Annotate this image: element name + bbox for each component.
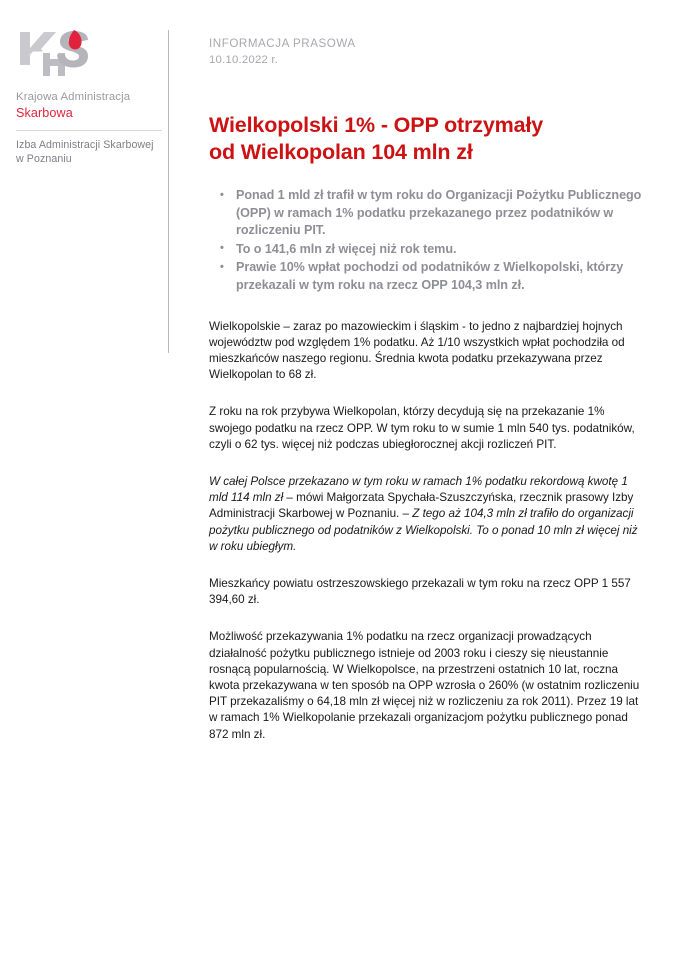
list-item: • Ponad 1 mld zł trafił w tym roku do Organizacji Pożytku Publicznego (OPP) w ramach 1% podatku przekazanego przez podatników w rozliczeniu PIT. [236,187,645,240]
brand-divider [16,130,162,131]
publication-date: 10.10.2022 r. [209,54,279,66]
quote-attribution: – mówi Małgorzata Spychała-Szuszczyńska, rzecznik prasowy Izby Administracji Skarbowej w Poznaniu. – [209,491,634,521]
brand-name-line1: Krajowa Administracja [16,91,131,103]
body-paragraph-2: Z roku na rok przybywa Wielkopolan, którzy decydują się na przekazanie 1% swojego podatku na rzecz OPP. W tym roku to w sumie 1 mln 540 tys. podatników, czyli o 62 tys. więcej niż podczas ubiegłorocznej akcji rozliczeń PIT. [209,405,635,451]
brand-office-line1: Izba Administracji Skarbowej [16,139,154,151]
quote-part-2: Z tego aż 104,3 mln zł trafiło do organizacji pożytku publicznego od podatników z Wielkopolski. To o ponad 10 mln zł więcej niż w roku ubiegłym. [209,507,638,553]
kicker-label: INFORMACJA PRASOWA [209,37,356,50]
list-item: • Prawie 10% wpłat pochodzi od podatników z Wielkopolski, którzy przekazali w tym roku na rzecz OPP 104,3 mln zł. [236,259,645,294]
brand-office-line2: w Poznaniu [16,152,72,165]
brand-column [16,28,166,166]
body-paragraph-4: Mieszkańcy powiatu ostrzeszowskiego przekazali w tym roku na rzecz OPP 1 557 394,60 zł. [209,577,631,607]
body-paragraph-5: Możliwość przekazywania 1% podatku na rzecz organizacji prowadzących działalność pożytku publicznego istnieje od 2003 roku i cieszy się nieustannie rosnącą popularnością. W Wielkopolsce, na przestrzeni ostatnich 10 lat, roczna kwota przekazywana w ten sposób na OPP wzrosła o 260% (w ostatnim rozliczeniu PIT przekazaliśmy o 64,18 mln zł więcej niż w rozliczeniu za rok 2011). Przez 19 lat w ramach 1% Wielkopolanie przekazali organizacjom pożytku publicznego ponad 872 mln zł. [209,630,640,741]
list-item: • To o 141,6 mln zł więcej niż rok temu. [236,241,645,259]
main-content [209,36,645,743]
body-paragraph-3-quote [209,474,645,555]
brand-name-line2: Skarbowa [16,106,73,120]
body-paragraph-1: Wielkopolskie – zaraz po mazowieckim i śląskim - to jedno z najbardziej hojnych województw pod względem 1% podatku. Aż 1/10 wszystkich wpłat pochodziła od mieszkańców naszego regionu. Średnia kwota podatku przekazywana przez Wielkopolan to 68 zł. [209,319,625,382]
quote-part-1: W całej Polsce przekazano w tym roku w ramach 1% podatku rekordową kwotę 1 mld 114 mln zł [209,474,628,505]
key-points-list [209,187,645,295]
kas-logo-icon [18,28,92,80]
page-title [209,112,645,165]
vertical-divider [168,30,169,353]
headline-line2: od Wielkopolan 104 mln zł [209,139,473,164]
headline-line1: Wielkopolski 1% - OPP otrzymały [209,113,544,137]
